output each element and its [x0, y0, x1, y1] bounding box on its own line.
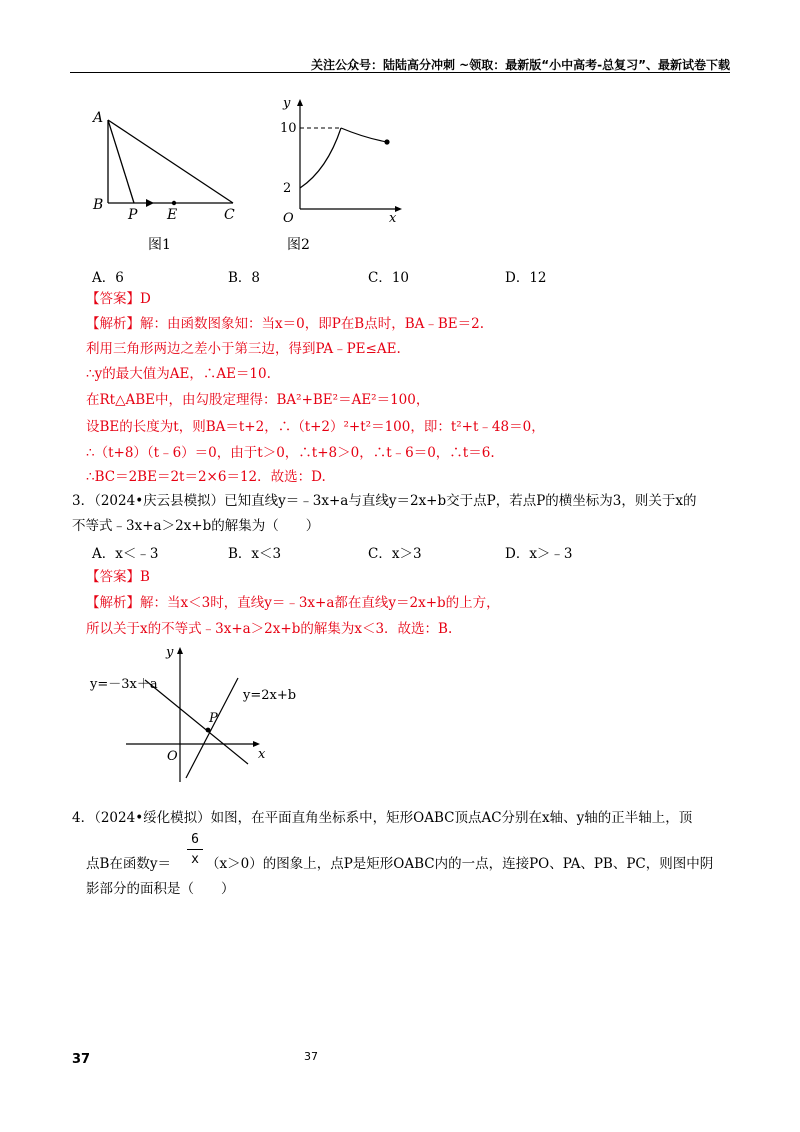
q3-line2-label: y=2x+b	[243, 688, 297, 703]
q3-option-d: D．x＞﹣3	[505, 546, 573, 562]
label-P: P	[128, 207, 138, 223]
q3-line-graph	[88, 642, 297, 790]
label-E: E	[167, 207, 178, 223]
q3-analysis-line-2: 所以关于x的不等式﹣3x+a＞2x+b的解集为x＜3．故选：B.	[86, 621, 453, 637]
header-divider	[70, 72, 730, 73]
origin-label: O	[283, 211, 294, 226]
axis-y-label: y	[283, 96, 291, 111]
tick-10: 10	[280, 121, 297, 136]
q2-answer: 【答案】D	[86, 291, 151, 307]
q4-fraction-denominator: x	[191, 852, 199, 867]
q3-answer: 【答案】B	[86, 569, 150, 585]
q3-axis-x: x	[258, 747, 266, 762]
q2-analysis-line-5: 设BE的长度为t，则BA＝t+2，∴（t+2）²+t²＝100，即：t²+t﹣48＝0，	[86, 419, 545, 435]
q3-analysis-line-1: 【解析】解：当x＜3时，直线y＝﹣3x+a都在直线y＝2x+b的上方，	[86, 595, 500, 611]
fraction-bar	[187, 849, 203, 850]
q4-fraction-numerator: 6	[191, 832, 199, 847]
q3-option-c: C．x＞3	[368, 546, 422, 562]
q2-option-b: B．8	[228, 270, 261, 286]
q2-option-d: D．12	[505, 270, 547, 286]
page-header: 关注公众号：陆陆高分冲刺 ~领取：最新版“小中高考-总复习”、最新试卷下载	[311, 58, 730, 72]
q3-option-a: A．x＜﹣3	[92, 546, 159, 562]
label-B: B	[93, 197, 104, 213]
q3-axis-y: y	[166, 645, 174, 660]
q3-stem-line-2: 不等式﹣3x+a＞2x+b的解集为（ ）	[72, 518, 320, 534]
q2-analysis-line-2: 利用三角形两边之差小于第三边，得到PA﹣PE≤AE.	[86, 341, 401, 357]
q2-analysis-line-4: 在Rt△ABE中，由勾股定理得：BA²+BE²＝AE²＝100，	[86, 392, 430, 408]
q3-origin: O	[167, 749, 178, 764]
figure-2-graph	[275, 92, 410, 255]
axis-x-label: x	[389, 211, 397, 226]
q2-analysis-line-3: ∴y的最大值为AE，∴AE＝10.	[86, 366, 271, 382]
label-C: C	[224, 207, 235, 223]
q3-option-b: B．x＜3	[228, 546, 282, 562]
q2-option-c: C．10	[368, 270, 410, 286]
q2-option-a: A．6	[92, 270, 124, 286]
q2-analysis-line-7: ∴BC＝2BE＝2t＝2×6＝12．故选：D.	[86, 469, 326, 485]
q3-stem-line-1: 3．（2024•庆云县模拟）已知直线y＝﹣3x+a与直线y＝2x+b交于点P，若点P的横坐标为3，则关于x的	[72, 493, 697, 509]
figure-2-caption: 图2	[287, 237, 310, 253]
figure-1-triangle	[88, 105, 253, 255]
q4-stem-line-1: 4．（2024•绥化模拟）如图，在平面直角坐标系中，矩形OABC顶点AC分别在x轴、y轴的正半轴上，顶	[72, 810, 693, 826]
figure-1-caption: 图1	[148, 237, 171, 253]
q4-stem-line-2b: （x＞0）的图象上，点P是矩形OABC内的一点，连接PO、PA、PB、PC，则图中阴	[206, 856, 714, 872]
q2-analysis-line-6: ∴（t+8）（t﹣6）＝0，由于t＞0，∴t+8＞0，∴t﹣6＝0，∴t＝6.	[86, 445, 495, 461]
q4-fraction	[187, 832, 203, 867]
q4-stem-line-3: 影部分的面积是（ ）	[86, 881, 235, 897]
footer-page-number-left: 37	[72, 1052, 91, 1067]
tick-2: 2	[283, 181, 292, 196]
q3-point-P: P	[209, 711, 218, 726]
q2-analysis-line-1: 【解析】解：由函数图象知：当x＝0，即P在B点时，BA﹣BE＝2.	[86, 316, 485, 332]
q3-line1-label: y=－3x＋a	[90, 677, 158, 692]
footer-page-number-center: 37	[304, 1050, 318, 1063]
label-A: A	[93, 110, 104, 126]
q4-stem-line-2a: 点B在函数y＝	[86, 856, 172, 872]
